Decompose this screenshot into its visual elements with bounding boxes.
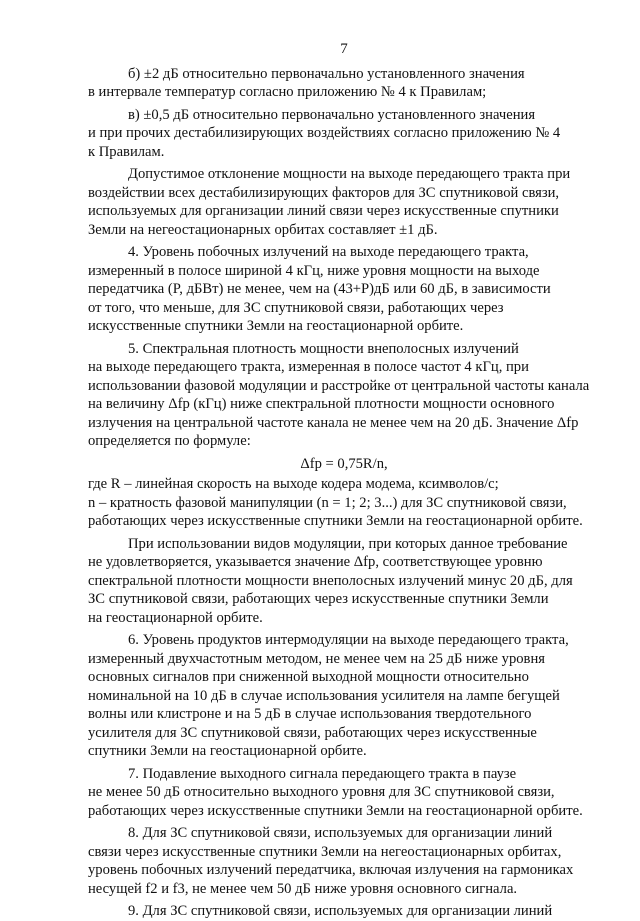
paragraph-modulation: При использовании видов модуляции, при которых данное требование не удовлетворяется, указывается значение Δfр, соответствующее уровню спектральной плотности мощности внеполосных излучений минус 20 дБ, для ЗС спутниковой связи, работающих через искусственные спутники Земли на геостационарной орбите. [88,535,573,626]
formula: Δfр = 0,75R/n, [300,455,388,472]
paragraph-5: 5. Спектральная плотность мощности внеполосных излучений на выходе передающего тракта, измеренная в полосе частот 4 кГц, при использовании фазовой модуляции и расстройке от центральной частоты канала на величину Δfр (кГц) ниже спектральной плотности мощности основного излучения на центральной частоте канала не менее чем на 20 дБ. Значение Δfр определяется по формуле: [88,340,590,449]
formula-legend: где R – линейная скорость на выходе кодера модема, ксимволов/с; n – кратность фазовой манипуляции (n = 1; 2; 3...) для ЗС спутниковой связи, работающих через искусственные спутники Земли на геостационарной орбите. [88,476,583,529]
paragraph-v: в) ±0,5 дБ относительно первоначально установленного значения и при прочих дестабилизирующих воздействиях согласно приложению № 4 к Правилам. [88,106,561,160]
page-number: 7 [340,41,348,57]
paragraph-4: 4. Уровень побочных излучений на выходе передающего тракта, измеренный в полосе шириной 4 кГц, ниже уровня мощности на выходе передатчика (P, дБВт) не менее, чем на (43+P)дБ или 60 дБ, в зависимости от того, что меньше, для ЗС спутниковой связи, работающих через искусственные спутники Земли на геостационарной орбите. [88,244,551,334]
paragraph-9: 9. Для ЗС спутниковой связи, используемых для организации линий [128,903,553,919]
paragraph-deviation: Допустимое отклонение мощности на выходе передающего тракта при воздействии всех дестабилизирующих факторов для ЗС спутниковой связи, используемых для организации линий связи через искусственные спутники Земли на негеостационарных орбитах составляет ±1 дБ. [88,166,571,238]
paragraph-7: 7. Подавление выходного сигнала передающего тракта в паузе не менее 50 дБ относительно выходного уровня для ЗС спутниковой связи, работающих через искусственные спутники Земли на геостационарной орбите. [88,765,583,819]
paragraph-b: б) ±2 дБ относительно первоначально установленного значения в интервале температур согласно приложению № 4 к Правилам; [88,65,525,100]
paragraph-8: 8. Для ЗС спутниковой связи, используемых для организации линий связи через искусственные спутники Земли на негеостационарных орбитах, уровень побочных излучений передатчика, включая излучения на гармониках несущей f2 и f3, не менее чем 50 дБ ниже уровня основного сигнала. [88,825,574,897]
paragraph-6: 6. Уровень продуктов интермодуляции на выходе передающего тракта, измеренный двухчастотным методом, не менее чем на 25 дБ ниже уровня основных сигналов при сниженной выходной мощности относительно номинальной на 10 дБ в случае использования усилителя на лампе бегущей волны или клистроне и на 5 дБ в случае использования твердотельного усилителя для ЗС спутниковой связи, работающих через искусственные спутники Земли на геостационарной орбите. [88,632,569,759]
